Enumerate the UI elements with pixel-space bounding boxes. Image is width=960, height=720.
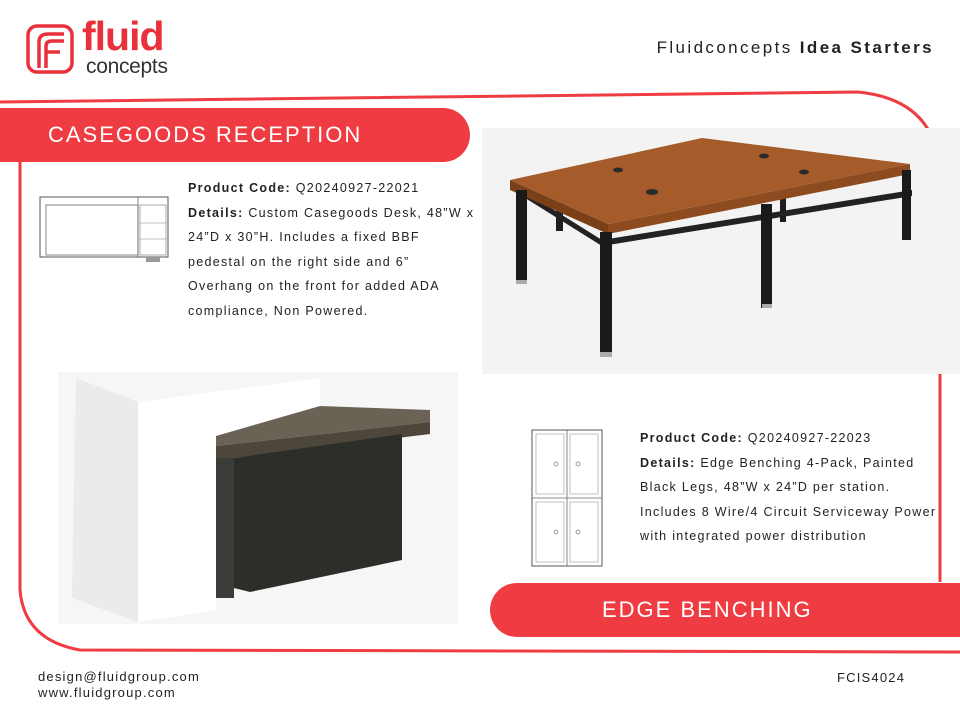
- fluid-concepts-logo: [26, 13, 196, 82]
- edge-benching-plan-drawing: [530, 428, 606, 570]
- footer-contact: [38, 669, 200, 701]
- edge-benching-banner-label: EDGE BENCHING: [602, 597, 813, 622]
- logo-mark-icon: [26, 24, 74, 74]
- footer-website[interactable]: www.fluidgroup.com: [38, 685, 176, 700]
- product-code-label: Product Code:: [640, 431, 744, 445]
- header-title: [657, 38, 934, 58]
- details-label: Details:: [640, 455, 696, 470]
- casegoods-description: [188, 176, 478, 323]
- edge-benching-banner: [490, 583, 960, 637]
- header-title-regular: Fluidconcepts: [656, 38, 800, 57]
- header-title-bold: Idea Starters: [799, 38, 934, 57]
- product-code-value: Q20240927-22021: [291, 181, 420, 195]
- details-label: Details:: [188, 205, 244, 220]
- casegoods-reception-banner: [0, 108, 470, 162]
- casegoods-banner-label: CASEGOODS RECEPTION: [48, 122, 363, 147]
- logo-word-concepts: concepts: [86, 55, 168, 78]
- benching-description: [640, 426, 940, 549]
- details-text: Custom Casegoods Desk, 48”W x 24”D x 30”H. Includes a fixed BBF pedestal on the right side and 6” Overhang on the front for added ADA compliance, Non Powered.: [188, 205, 475, 318]
- product-code-value: Q20240927-22023: [743, 431, 872, 445]
- edge-benching-image: [482, 128, 960, 374]
- logo-word-fluid: fluid: [82, 13, 164, 59]
- product-code-label: Product Code:: [188, 181, 292, 195]
- casegoods-reception-image: [58, 372, 458, 624]
- footer-email[interactable]: design@fluidgroup.com: [38, 669, 200, 684]
- footer-document-code: FCIS4024: [837, 670, 906, 685]
- details-text: Edge Benching 4-Pack, Painted Black Legs, 48”W x 24”D per station. Includes 8 Wire/4 Circuit Serviceway Power with integrated power distribution: [640, 455, 937, 543]
- casegoods-plan-drawing: [38, 193, 172, 269]
